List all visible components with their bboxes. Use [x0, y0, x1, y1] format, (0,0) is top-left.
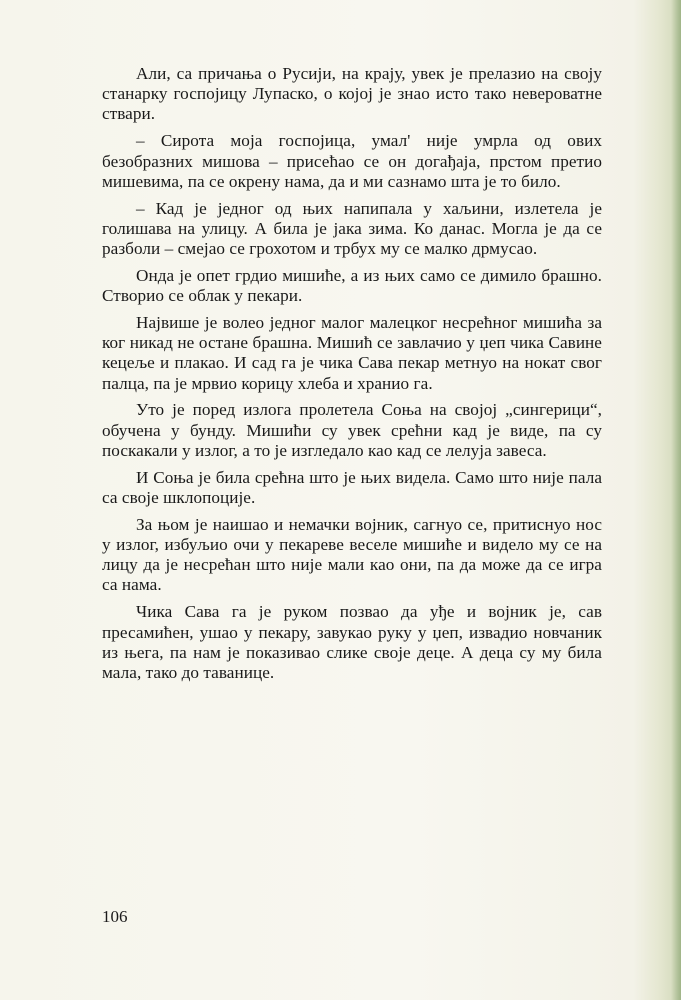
paragraph: – Сирота моја госпојица, умал' није умрла од ових безобразних мишова – присећао се он догађаја, прстом претио мишевима, па се окрену нама, да и ми сазнамо шта је то било. — [102, 131, 602, 191]
page-number: 106 — [102, 907, 128, 926]
paragraph: Највише је волео једног малог малецког несрећног мишића за ког никад не остане брашна. Мишић се завлачио у џеп чика Савине кецеље и плакао. И сад га је чика Сава пекар метнуо на нокат свог палца, па је мрвио корицу хлеба и хранио га. — [102, 312, 602, 393]
paragraph: Чика Сава га је руком позвао да уђе и војник је, сав пресамићен, ушао у пекару, завукао руку у џеп, извадио новчаник из њега, па нам је показивао слике своје деце. А деца су му била мала, тако до таванице. — [102, 602, 602, 682]
page-edge-shading — [671, 0, 681, 1000]
paragraph: Уто је поред излога пролетела Соња на својој „сингерици“, обучена у бунду. Мишићи су увек срећни кад је виде, па су поскакали у излог, а то је изгледало као кад се лелуја завеса. — [102, 400, 602, 460]
paragraph: – Кад је једног од њих напипала у хаљини, излетела је голишава на улицу. А била је јака зима. Ко данас. Могла је да се разболи – смејао се грохотом и трбух му се малко дрмусао. — [102, 198, 602, 258]
paragraph: Али, са причања о Русији, на крају, увек је прелазио на своју станарку госпојицу Лупаско, о којој је знао исто тако невероватне ствари. — [102, 64, 602, 124]
body-text — [102, 64, 602, 690]
paragraph: И Соња је била срећна што је њих видела. Само што није пала са своје шклопоције. — [102, 467, 602, 507]
paragraph: За њом је наишао и немачки војник, сагнуо се, притиснуо нос у излог, избуљио очи у пекареве веселе мишиће и видело му се на лицу да је несрећан што није мали као они, па да може да се игра са нама. — [102, 514, 602, 595]
paragraph: Онда је опет грдио мишиће, а из њих само се димило брашно. Створио се облак у пекари. — [102, 265, 602, 306]
